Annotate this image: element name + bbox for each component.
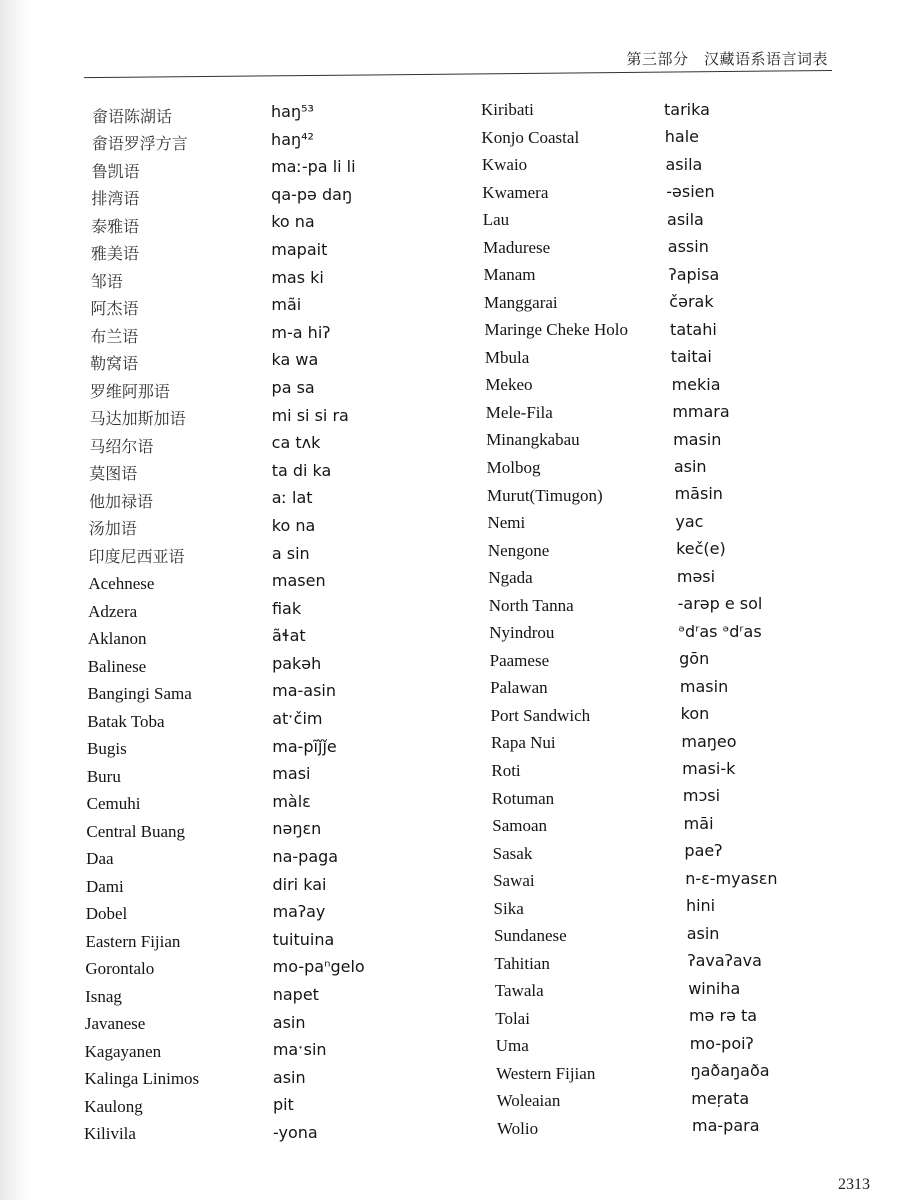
language-name: Central Buang	[86, 821, 186, 841]
language-name: Tahitian	[494, 953, 550, 973]
language-name: Kalinga Linimos	[84, 1069, 200, 1089]
language-name: Paamese	[489, 650, 550, 670]
word-form: paeʔ	[684, 841, 723, 861]
word-form: m-a hiʔ	[271, 322, 331, 342]
language-name: Buru	[86, 766, 121, 786]
language-name: Sundanese	[493, 926, 567, 946]
language-name: Nyindrou	[489, 623, 555, 643]
language-name: 泰雅语	[91, 216, 140, 236]
language-name: Kaulong	[84, 1096, 143, 1116]
word-form: maŋeo	[681, 731, 737, 751]
language-name: Cemuhi	[86, 794, 141, 814]
language-name: Konjo Coastal	[481, 127, 580, 147]
word-form: mmara	[672, 402, 730, 422]
language-name: 罗维阿那语	[89, 381, 170, 401]
word-form: pit	[272, 1095, 294, 1115]
language-name: Sika	[493, 898, 524, 918]
word-form: yac	[675, 511, 704, 531]
word-form: kon	[680, 704, 710, 724]
word-form: -arəp e sol	[677, 594, 763, 614]
word-form: pakəh	[272, 653, 322, 673]
word-form: atˑčim	[272, 709, 323, 729]
language-name: Manggarai	[484, 292, 558, 312]
language-name: Nemi	[487, 513, 526, 533]
header-rule	[84, 70, 832, 78]
word-form: ko na	[271, 212, 315, 232]
language-name: Nengone	[487, 540, 550, 560]
language-name: 他加禄语	[88, 491, 153, 511]
language-name: Sasak	[492, 843, 533, 863]
language-name: 马绍尔语	[89, 436, 154, 456]
page-number: 2313	[838, 1176, 870, 1193]
word-form: māi	[683, 813, 714, 833]
page-header: 第三部分 汉藏语系语言词表	[626, 50, 828, 68]
language-name: 排湾语	[91, 189, 140, 209]
language-name: Batak Toba	[87, 711, 165, 731]
word-form: mə rə ta	[688, 1006, 758, 1026]
word-form: mɔsi	[682, 786, 721, 806]
word-form: qa-pə daŋ	[271, 184, 353, 204]
language-name: Uma	[495, 1036, 529, 1056]
language-name: 畲语罗浮方言	[91, 134, 188, 154]
word-form: pa sa	[271, 377, 315, 397]
word-form: gōn	[679, 649, 710, 669]
word-form: asin	[272, 1012, 306, 1032]
word-form: màlɛ	[272, 791, 311, 811]
word-form: maː-pa li li	[271, 157, 356, 177]
word-form: ŋaðaŋaða	[690, 1061, 770, 1081]
word-form: keč(e)	[676, 539, 726, 559]
language-name: Kagayanen	[84, 1041, 162, 1061]
language-name: Mekeo	[485, 375, 533, 395]
word-form: -yona	[273, 1123, 318, 1142]
word-form: asin	[686, 923, 720, 943]
language-name: Gorontalo	[85, 959, 155, 979]
language-name: Dami	[85, 876, 124, 896]
word-form: ka wa	[271, 350, 319, 370]
language-name: Kwamera	[482, 182, 549, 202]
word-form: mo-paⁿgelo	[272, 957, 365, 977]
word-form: nəŋɛn	[272, 819, 322, 839]
word-form: ca tʌk	[271, 433, 321, 453]
language-name: North Tanna	[488, 595, 574, 615]
word-form: hini	[685, 896, 716, 916]
word-form: hale	[664, 127, 699, 147]
language-name: 畲语陈湖话	[92, 107, 173, 126]
language-name: Ngada	[488, 568, 533, 588]
word-form: masi-k	[682, 759, 736, 779]
language-name: Lau	[482, 210, 510, 230]
language-name: 阿杰语	[90, 299, 139, 319]
word-form: meṛata	[691, 1088, 750, 1108]
language-name: Western Fijian	[496, 1063, 596, 1083]
language-name: 汤加语	[88, 519, 137, 539]
language-name: 鲁凯语	[91, 161, 140, 181]
word-form: ma-asin	[272, 681, 337, 701]
word-form: tatahi	[670, 319, 717, 339]
language-name: Manam	[483, 265, 536, 285]
language-name: Dobel	[85, 904, 128, 924]
word-form: napet	[272, 985, 319, 1005]
language-name: Kilivila	[84, 1124, 136, 1143]
word-form: masin	[673, 429, 722, 449]
language-name: Samoan	[492, 816, 548, 836]
word-form: mekia	[671, 374, 721, 394]
word-form: ãɬat	[272, 626, 306, 646]
language-name: Palawan	[490, 678, 548, 698]
language-name: Roti	[491, 760, 521, 780]
language-name: Wolio	[497, 1119, 539, 1138]
word-form: ta di ka	[271, 460, 332, 480]
language-name: 莫图语	[89, 464, 138, 484]
word-form: diri kai	[272, 874, 327, 894]
word-form: haŋ⁴²	[271, 129, 314, 149]
language-name: Daa	[86, 849, 114, 869]
language-name: 印度尼西亚语	[88, 546, 185, 566]
language-name: Mele-Fila	[485, 402, 553, 422]
word-form: a sin	[271, 543, 310, 563]
language-name: Bugis	[87, 739, 127, 759]
word-form: -əsien	[666, 182, 715, 202]
word-form: čərak	[669, 292, 714, 312]
word-form: haŋ⁵³	[271, 102, 314, 121]
language-name: Balinese	[87, 656, 147, 676]
language-name: Minangkabau	[486, 430, 580, 450]
language-name: Bangingi Sama	[87, 684, 192, 704]
word-form: ma-para	[692, 1116, 760, 1135]
language-name: 马达加斯加语	[89, 409, 186, 429]
word-form: fiak	[271, 598, 302, 618]
word-form: māsin	[674, 484, 723, 504]
word-form: mapait	[271, 239, 328, 259]
language-name: Woleaian	[496, 1091, 561, 1111]
word-form: aː lat	[271, 488, 313, 508]
word-form: tuituina	[272, 929, 335, 949]
word-form: assin	[667, 237, 709, 257]
word-form: masi	[272, 764, 311, 784]
word-form: asila	[667, 209, 704, 229]
language-name: 雅美语	[90, 244, 139, 264]
language-name: Isnag	[85, 986, 122, 1006]
word-form: ko na	[271, 515, 316, 535]
language-name: Mbula	[484, 347, 530, 367]
word-form: mãi	[271, 295, 302, 315]
word-form: asin	[272, 1067, 306, 1087]
language-name: 勒窝语	[90, 354, 139, 374]
word-form: ᵊdʳas ᵊdʳas	[678, 621, 762, 641]
language-name: 布兰语	[90, 326, 139, 346]
language-name: Port Sandwich	[490, 705, 591, 725]
word-form: ʔavaʔava	[687, 951, 762, 971]
language-name: Tolai	[495, 1008, 530, 1028]
word-form: tarika	[664, 100, 710, 119]
language-name: Aklanon	[87, 629, 147, 649]
language-name: Kiribati	[481, 100, 534, 119]
language-name: Rapa Nui	[490, 733, 556, 753]
language-name: Tawala	[494, 981, 544, 1001]
word-form: mi si si ra	[271, 405, 349, 425]
language-name: Acehnese	[88, 574, 155, 594]
language-name: Murut(Timugon)	[487, 485, 603, 505]
word-form: maʔay	[272, 902, 326, 922]
word-form: maˑsin	[272, 1040, 327, 1060]
language-name: Maringe Cheke Holo	[484, 320, 628, 340]
language-name: 邹语	[90, 271, 123, 291]
word-form: asila	[665, 154, 703, 174]
language-name: Javanese	[84, 1014, 146, 1034]
word-form: na-paga	[272, 847, 339, 867]
word-form: masen	[271, 571, 326, 591]
language-name: Madurese	[483, 237, 551, 257]
language-name: Rotuman	[491, 788, 555, 808]
word-form: məsi	[676, 566, 716, 586]
language-name: Sawai	[493, 871, 535, 891]
word-form: mo-poiʔ	[689, 1033, 754, 1053]
word-form: taitai	[670, 347, 712, 367]
word-form: masin	[679, 676, 729, 696]
word-form: asin	[673, 456, 707, 476]
word-form: ma-pĩǰǰe	[272, 736, 337, 756]
language-name: Kwaio	[481, 155, 528, 175]
language-name: Eastern Fijian	[85, 931, 181, 951]
word-form: mas ki	[271, 267, 324, 287]
word-form: n-ɛ-myasɛn	[685, 868, 778, 888]
word-form: winiha	[688, 978, 741, 998]
language-name: Molbog	[486, 458, 541, 478]
word-form: ʔapisa	[668, 264, 720, 284]
language-name: Adzera	[88, 601, 138, 621]
